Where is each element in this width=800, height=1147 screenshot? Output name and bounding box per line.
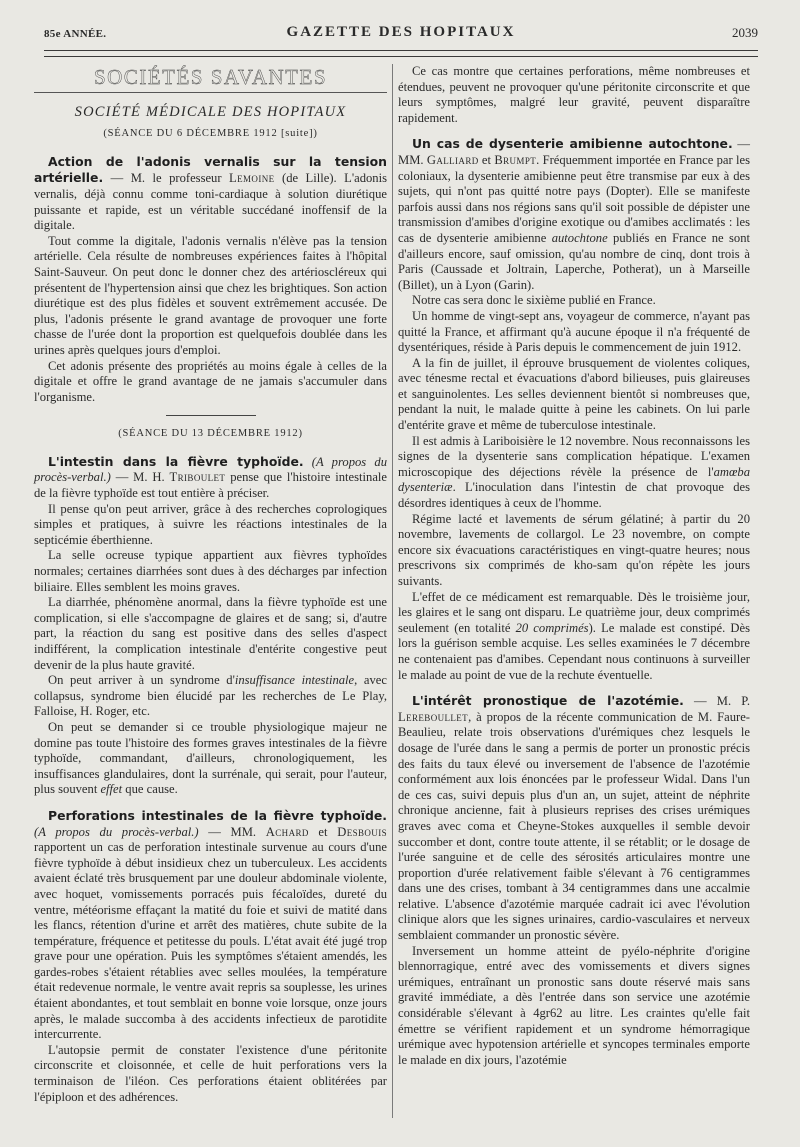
text-run: On peut se demander si ce trouble physiologique majeur ne domine pas toute l'histoire des formes graves intestinales de la fièvre typhoïde, commandant, d'ailleurs, chronologiquement, les insuffisances glandulaires, dont la surrénale, qui serait, pour l'auteur, plus souvent: [34, 719, 387, 797]
article-perforations: [34, 808, 387, 1043]
article-title: Action de l'adonis vernalis sur la tension artérielle.: [34, 153, 387, 186]
separator-rule: [166, 415, 256, 416]
article-title: L'intestin dans la fièvre typhoïde.: [48, 453, 304, 469]
text-run: On peut arriver à un syndrome d': [48, 673, 235, 688]
text-run: Il est admis à Lariboisière le 12 novembre. Nous reconnaissons les signes de la dysenterie sans complication hépatique. L'examen microscopique des déjections révèle la présence de l': [398, 433, 750, 479]
text-run: L'effet de ce médicament est remarquable. Dès le troisième jour, les glaires et le sang ont disparu. Le quatrième jour, deux comprimés seulement (en totalité: [398, 589, 750, 635]
paragraph: L'autopsie permit de constater l'existence d'une péritonite circonscrite et cloisonnée, et celle de huit perforations vers la terminaison de l'iléon. Ces perforations étaient oblitérées par l'épiploon et des adhérences.: [34, 1042, 387, 1104]
paragraph: Tout comme la digitale, l'adonis vernalis n'élève pas la tension artérielle. Cela résulte de nombreuses expériences faites à l'hôpital Saint-Sauveur. On peut donc le donner chez des artérioscléreux qui présentent de l'hypertension ainsi que chez les brightiques. Son action diurétique est des plus fidèles et souvent extrêmement accusée. De plus, l'adonis présente le grand avantage de provoquer une forte chasse de l'urée dont la proportion est quelquefois doublée dans les urines après quelques jours d'emploi.: [34, 233, 387, 357]
left-column: [34, 64, 387, 1105]
header-rule: [44, 50, 758, 57]
article-lead: — MM.: [398, 137, 750, 167]
author-name: Triboulet: [169, 470, 226, 485]
author-name: Brumpt: [494, 152, 537, 167]
italic-run: effet: [100, 782, 123, 797]
article-azotemie: [398, 693, 750, 944]
author-name: Lereboullet: [398, 709, 469, 724]
article-title: L'intérêt pronostique de l'azotémie.: [412, 693, 684, 709]
paragraph: Notre cas sera donc le sixième publié en France.: [412, 293, 656, 308]
page-number: 2039: [732, 25, 758, 40]
italic-run: insuffisance intestinale: [234, 673, 355, 688]
author-name: Galliard: [426, 152, 479, 167]
article-title: Perforations intestinales de la fièvre typhoïde.: [48, 807, 387, 823]
author-name: Achard: [265, 824, 309, 839]
paragraph: A la fin de juillet, il éprouve brusquement de violentes coliques, avec ténesme rectal et évacuations d'abord bilieuses, puis glaireuses et sanguinolentes. Les selles deviennent bientôt si nombreuses que, pendant la nuit, le malade quitte à peine les cabinets. On lui parle d'entérite grave et même de tuberculose intestinale.: [398, 355, 750, 433]
paragraph: Un homme de vingt-sept ans, voyageur de commerce, n'ayant pas quitté la France, et affirmant qu'à aucune époque il n'a fréquenté de dysentériques, réside à Paris depuis le commencement de juin 1912.: [398, 308, 750, 355]
italic-run: autochtone: [551, 230, 608, 245]
article-lead: — M. P.: [683, 694, 750, 709]
paragraph: [34, 720, 387, 798]
article-dysenterie: [398, 136, 750, 293]
text-run: et: [478, 152, 495, 167]
article-text: pense que l'histoire intestinale de la fièvre typhoïde est tout entière à préciser.: [34, 470, 387, 501]
author-name: Desbouis: [337, 824, 388, 839]
column-divider: [392, 64, 393, 1118]
author-name: Lemoine: [229, 171, 275, 186]
paragraph: Inversement un homme atteint de pyélo-néphrite d'origine blennorragique, entré avec des vomissements et divers signes urémiques, entraînant un pronostic sans doute réservé mais sans gravité immédiate, a dès l'entrée dans son service une azotémie considérable s'élevant à 4gr62 au litre. Les craintes qu'elle fait émettre se vérifient rapidement et un syndrome hémorragique urémique avec hypotension artérielle et syncopes terminales emporte le malade en dix jours, l'azotémie: [398, 943, 750, 1067]
paragraph: Ce cas montre que certaines perforations, même nombreuses et étendues, peuvent ne provoquer qu'une péritonite circonscrite et que leurs symptômes, malgré leur gravité, peuvent disparaître rapidement.: [398, 64, 750, 125]
year-label: 85e ANNÉE.: [44, 28, 107, 40]
text-run: que cause.: [122, 782, 178, 797]
article-title: Un cas de dysenterie amibienne autochtone.: [412, 136, 733, 152]
article-lead: — MM.: [198, 824, 266, 839]
society-title: SOCIÉTÉ MÉDICALE DES HOPITAUX: [74, 103, 347, 120]
italic-run: 20 comprimés: [515, 620, 589, 635]
paragraph: [34, 673, 387, 720]
paragraph: [398, 590, 750, 684]
article-note: (A propos du procès-verbal.): [34, 824, 199, 839]
page-header: [44, 22, 758, 48]
section-banner: SOCIÉTÉS SAVANTES: [93, 65, 328, 89]
paragraph: La selle ocreuse typique appartient aux fièvres typhoïdes normales; certaines diarrhées sont dues à des décharges par infection biliaire. Elles semblent les moins graves.: [34, 548, 387, 594]
text-run: . Fréquemment importée en France par les coloniaux, la dysenterie amibienne peut être transmise par eux à des sujets, qui n'ont pas quitté notre pays (Dopter). Elle se manifeste parfois aussi dans nos régions sans qu'il soit possible de dépister une transmission d'amibes d'origine exotique ou d'amibes acclimatés : les cas de dysenterie amibienne: [398, 152, 750, 245]
paragraph: Cet adonis présente des propriétés au moins égale à celles de la digitale et offre le grand avantage de ne jamais s'accumuler dans l'organisme.: [34, 358, 387, 404]
text-run: ). Le malade est constipé. Dès lors la guérison semble acquise. Les selles examinées le 7 décembre ne contenaient pas d'amibes. Cependant nous continuons à surveiller le malade au point de vue de la rechute éventuelle.: [398, 620, 750, 682]
text-run: publiés en France ne sont d'ailleurs encore, sauf omission, qu'au nombre de cinq, dont trois à Paris (Caussade et Joltrain, Laperche, Potherat), un à Marseille (Billet), un à Lyon (Garin).: [398, 230, 750, 292]
text-run: . L'inoculation dans l'intestin de chat provoque des désordres identiques à ceux de l'homme.: [398, 480, 750, 511]
banner-rule: [34, 92, 387, 93]
journal-title: GAZETTE DES HOPITAUX: [286, 24, 516, 40]
text-run: , avec collapsus, syndrome bien élucidé par les recherches de Le Play, Falloise, H. Roger, etc.: [34, 673, 387, 719]
paragraph: Il pense qu'on peut arriver, grâce à des recherches coprologiques simples et pratiques, à suivre les réactions intestinales de la septicémie éberthienne.: [34, 501, 387, 547]
article-adonis: [34, 154, 387, 234]
article-intestin: [34, 454, 387, 502]
session-date-1: (SÉANCE DU 6 DÉCEMBRE 1912 [suite]): [103, 128, 318, 140]
article-text: (de Lille). L'adonis vernalis, déjà connu comme toni-cardiaque à solution diurétique puissante et rapide, est un véritable succédané inoffensif de la digitale.: [34, 171, 387, 233]
article-note: (A propos du procès-verbal.): [34, 454, 387, 485]
session-date-2: (SÉANCE DU 13 DÉCEMBRE 1912): [118, 428, 303, 440]
right-column: [398, 64, 750, 1068]
article-lead: — M. le professeur: [103, 171, 230, 186]
text-run: et: [308, 824, 338, 839]
text-run: , à propos de la récente communication de M. Faure-Beaulieu, relate trois observations d'urémiques chez lesquels le dosage de l'urée dans le sang a permis de porter un pronostic précis des faits du taux élevé ou inversement de l'absence de l'azotémie conformément aux lois énoncées par le professeur Widal. Dans l'un de ces cas, suivi depuis plus d'un an, un sujet, atteint de néphrite chronique ancienne, fait à plusieurs reprises des crises urémiques graves avec coma et Cheyne-Stokes auxquelles il semble devoir succomber et dont, contre toute attente, il se rétablit; or le dosage de l'urée sanguine et de celle des sérosités articulaires montre une proportion d'urée relativement faible s'élevant à 76 centigrammes dans une des crises, tombant à 34 centigrammes dans une accalmie relative. L'absence d'azotémie marquée cadrait ici avec l'évolution clinique alors que les signes urinaires, cardio-vasculaires et nerveux semblaient commander un pronostic sévère.: [398, 709, 750, 943]
article-text: rapportent un cas de perforation intestinale survenue au cours d'une fièvre typhoïde à début insidieux chez un tuberculeux. Les accidents avaient éclaté très brusquement par une douleur abdominale violente, avec hoquet, vomissements porracés puis fécaloïdes, dureté du ventre, météorisme effaçant la matité du foie et suivi de matité dans les flancs, rétention d'urine et arrêt des matières, chute subite de la température, fréquence et petitesse du pouls. L'état avait été jugé trop grave pour une opération. Puis les symptômes s'étaient amendés, les gardes-robes s'étaient rétablies avec selles moulées, la température était redevenue normale, le ventre avait repris sa souplesse, les urines étaient abondantes, et tout semblait en bonne voie lorsque, onze jours après, le malade succomba à des accidents infectieux de parotidite intercurrente.: [34, 840, 387, 1042]
paragraph: La diarrhée, phénomène anormal, dans la fièvre typhoïde est une complication, si elle s'accompagne de glaires et de sang; si, d'autre part, la réaction du sang est positive dans des selles d'aspect indifférent, la complication intestinale d'entérite congestive peut devenir de la plus haute gravité.: [34, 595, 387, 672]
paragraph: Régime lacté et lavements de sérum gélatiné; à partir du 20 novembre, lavements de collargol. Le 23 novembre, on compte encore six évacuations caractéristiques en vingt-quatre heures; nous prescrivons six comprimés de kho-sam qu'on répète les jours suivants.: [398, 511, 750, 588]
italic-run: amœba dysenteriæ: [398, 464, 750, 495]
article-lead: — M. H.: [110, 470, 170, 485]
paragraph: [398, 434, 750, 512]
